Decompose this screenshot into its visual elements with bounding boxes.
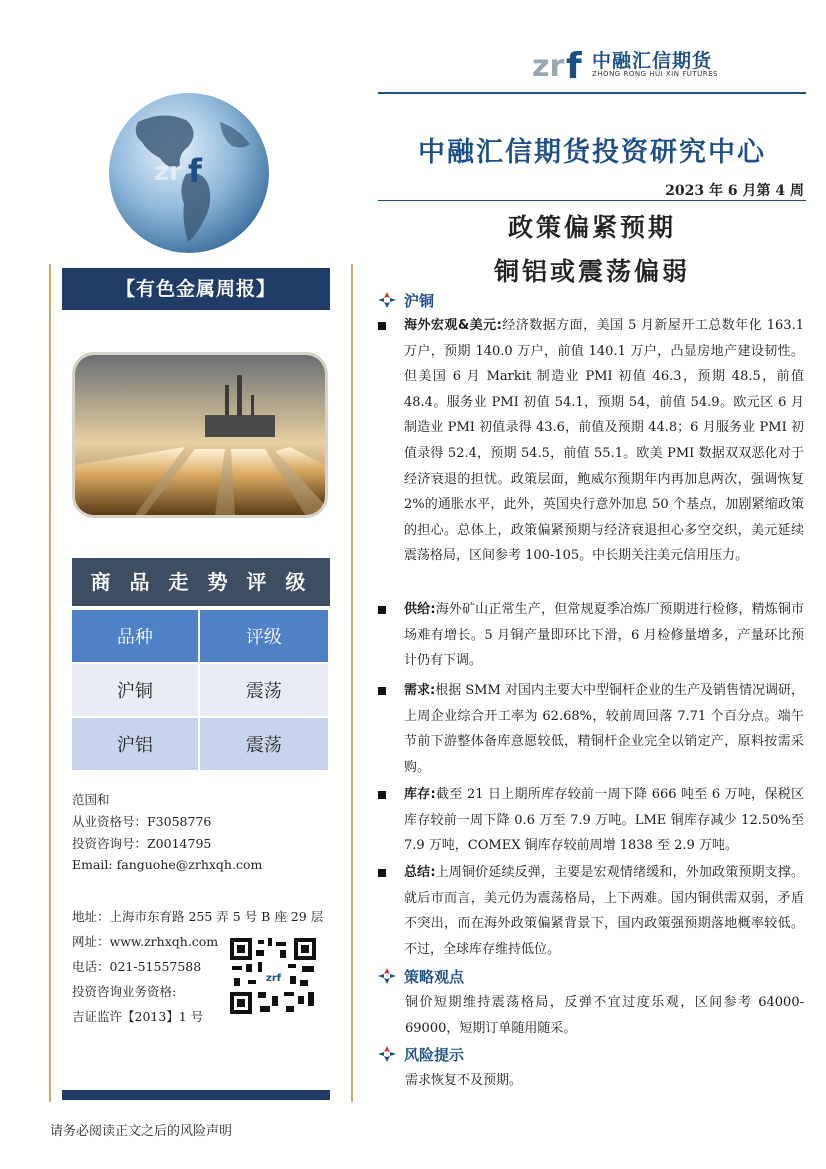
rating-table xyxy=(72,610,330,772)
table-row xyxy=(72,663,329,717)
para-text: 根据 SMM 对国内主要大中型铜杆企业的生产及销售情况调研，上周企业综合开工率为 62.68%，较前周回落 7.71 个百分点。端午节前下游整体备库意愿较低，精铜杆企业完全以销定产，原料按需采购。 xyxy=(404,683,804,775)
subsection-strategy-label: 策略观点 xyxy=(404,968,465,986)
risk-text: 需求恢复不及预期。 xyxy=(405,1073,523,1088)
rating-col-product: 品种 xyxy=(72,610,199,663)
company-address: 地址：上海市东育路 255 弄 5 号 B 座 29 层 xyxy=(72,909,324,924)
license-number: 吉证监许【2013】1 号 xyxy=(72,1009,204,1024)
rating-col-grade: 评级 xyxy=(199,610,329,663)
report-date: 2023 年 6 月第 4 周 xyxy=(665,183,804,199)
logo-cn-name: 中融汇信期货 xyxy=(592,50,713,72)
svg-text:zr: zr xyxy=(154,157,182,187)
rating-grade: 震荡 xyxy=(199,663,329,717)
bullet-square-icon xyxy=(378,687,386,695)
section-arrow-icon xyxy=(378,292,396,308)
para-lead: 总结: xyxy=(404,865,436,880)
bullet-square-icon xyxy=(378,791,386,799)
rating-grade: 震荡 xyxy=(199,717,329,771)
analyst-email[interactable]: Email: fanguohe@zrhxqh.com xyxy=(72,857,263,872)
bullet-square-icon xyxy=(378,606,386,614)
subsection-copper-label: 沪铜 xyxy=(404,292,435,310)
rating-product: 沪铝 xyxy=(72,717,199,771)
para-supply xyxy=(378,597,804,674)
svg-text:zr: zr xyxy=(532,49,565,84)
section-arrow-icon xyxy=(378,1046,396,1062)
analyst-name: 范国和 xyxy=(72,792,110,807)
para-inventory xyxy=(378,782,804,859)
para-text: 经济数据方面，美国 5 月新屋开工总数年化 163.1 万户，预期 140.0 万户，前值 140.1 万户，凸显房地产建设韧性。但美国 6 月 Markit 制造业 PMI 初值 46.3，预期 48.5，前值 48.4。服务业 PMI 初值 54.1，预期 54，前值 54.9。欧元区 6 月制造业 PMI 初值录得 43.6，前值及预期 44.8；6 月服务业 PMI 初值录得 52.4，预期 54.5，前值 55.1。欧美 PMI 数据双双恶化对于经济衰退的担忧。政策层面，鲍威尔预期年内再加息两次，强调恢复 2%的通胀水平，此外，英国央行意外加息 50 个基点，加剧紧缩政策的担心。总体上，政策偏紧预期与经济衰退担心多空交织，美元延续震荡格局，区间参考 100-105。中长期关注美元信用压力。 xyxy=(404,318,804,564)
qr-code-icon xyxy=(228,936,318,1016)
header-rule xyxy=(378,92,806,94)
logo-en-name: ZHONG RONG HUI XIN FUTURES xyxy=(592,70,718,78)
para-text: 海外矿山正常生产，但常规夏季冶炼厂预期进行检修，精炼铜市场难有增长。5 月铜产量即环比下滑，6 月检修量增多，产量环比预计仍有下调。 xyxy=(404,602,804,669)
para-macro xyxy=(378,313,804,569)
para-text: 上周铜价延续反弹，主要是宏观情绪缓和，外加政策预期支撑。就后市而言，美元仍为震荡格局，上下两难。国内铜供需双弱，矛盾不突出，而在海外政策偏紧背景下，国内政策强预期落地概率较低。不过，全球库存维持低位。 xyxy=(404,865,804,957)
para-lead: 库存: xyxy=(404,787,436,802)
strategy-text: 铜价短期维持震荡格局，反弹不宜过度乐观，区间参考 64000-69000，短期订单随用随采。 xyxy=(405,995,804,1036)
company-phone: 电话：021-51557588 xyxy=(72,959,202,974)
subsection-copper xyxy=(378,290,434,311)
bullet-square-icon xyxy=(378,869,386,877)
analyst-advisor-id: 投资咨询号：Z0014795 xyxy=(72,836,212,851)
bullet-square-icon xyxy=(378,322,386,330)
research-center-title: 中融汇信期货投资研究中心 xyxy=(418,137,766,168)
zrf-logo-icon xyxy=(530,42,592,84)
para-text: 截至 21 日上期所库存较前一周下降 666 吨至 6 万吨，保税区库存较前一周下降 0.6 万至 7.9 万吨。LME 铜库存减少 12.50%至 7.9 万吨，COMEX 铜库存较前周增 1838 至 2.9 万吨。 xyxy=(404,787,805,854)
para-lead: 海外宏观&美元: xyxy=(404,318,502,333)
section-title-nonferrous: 【有色金属周报】 xyxy=(62,268,330,310)
rating-section-title: 商 品 走 势 评 级 xyxy=(72,558,330,606)
date-rule xyxy=(378,200,806,201)
headline-line-1: 政策偏紧预期 xyxy=(507,213,676,242)
risk-disclaimer-note: 请务必阅读正文之后的风险声明 xyxy=(50,1124,233,1139)
analyst-cert: 从业资格号：F3058776 xyxy=(72,814,212,829)
subsection-risk-label: 风险提示 xyxy=(404,1046,465,1064)
section-arrow-icon xyxy=(378,968,396,984)
para-lead: 供给: xyxy=(404,602,436,617)
para-summary xyxy=(378,860,804,962)
pipeline-image xyxy=(72,352,328,518)
table-row xyxy=(72,717,329,771)
para-demand xyxy=(378,678,804,780)
svg-text:f: f xyxy=(188,152,202,190)
globe-image xyxy=(108,92,270,254)
para-lead: 需求: xyxy=(404,683,436,698)
company-website[interactable]: 网址：www.zrhxqh.com xyxy=(72,934,219,949)
subsection-strategy xyxy=(378,966,464,987)
license-label: 投资咨询业务资格: xyxy=(72,984,177,999)
rating-product: 沪铜 xyxy=(72,663,199,717)
svg-text:f: f xyxy=(566,46,582,84)
panel-bottom-bar xyxy=(62,1090,330,1100)
company-logo xyxy=(530,40,730,88)
headline-line-2: 铜铝或震荡偏弱 xyxy=(493,257,690,286)
svg-text:zrf: zrf xyxy=(266,973,282,984)
subsection-risk xyxy=(378,1044,464,1065)
